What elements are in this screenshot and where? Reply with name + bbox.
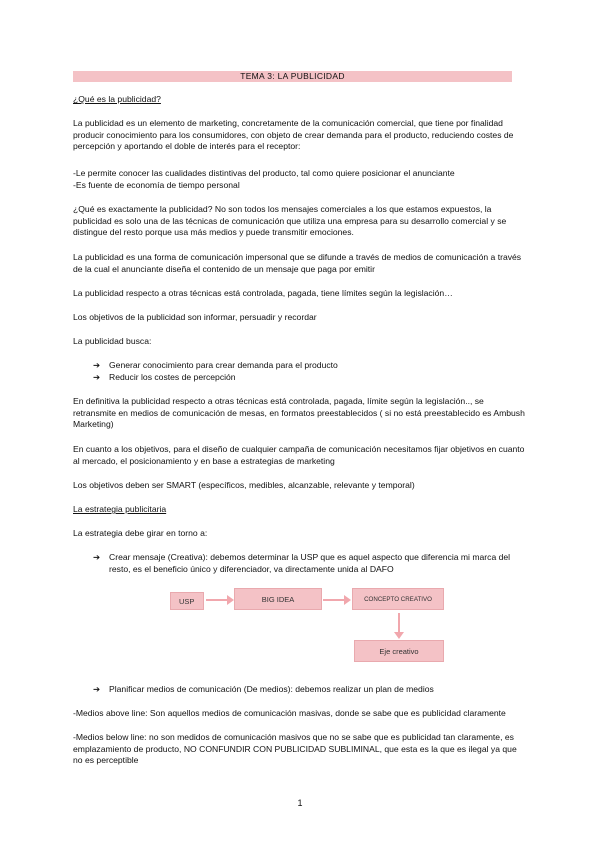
list-item-creativa: ➔ Crear mensaje (Creativa): debemos determinar la USP que es aquel aspecto que diferencia mi marca del resto, es el beneficio único y diferenciador, va directamente unida al DAFO [93,552,511,574]
paragraph-busca: La publicidad busca: [73,336,152,346]
paragraph-definitiva: En definitiva la publicidad respecto a otras técnicas está controlada, pagada, límite según la legislación.., se retransmite en medios de comunicación de mesas, en formatos preestablecidos ( si no está preestablecido es Ambush Marketing) [73,396,525,430]
paragraph-below-line: -Medios below line: no son medidos de comunicación masivos que no se sabe que es publicidad tan claramente, es emplazamiento de producto, NO CONFUNDIR CON PUBLICIDAD SUBLIMINAL, que esta es la que es ilegal ya que no es perceptible [73,732,517,766]
list-item: ➔ Reducir los costes de percepción [93,372,236,382]
paragraph-definition: La publicidad es un elemento de marketing, concretamente de la comunicación comercial, que tiene por finalidad producir conocimiento para los consumidores, con objeto de crear demanda para el producto, reduciendo costes de percepción y aportando el doble de interés para el receptor: [73,118,514,152]
arrow-right-icon [205,593,235,607]
diagram-box-concepto: CONCEPTO CREATIVO [352,588,444,610]
list-item: ➔ Generar conocimiento para crear demanda para el producto [93,360,338,370]
diagram-box-usp: USP [170,592,204,610]
paragraph-exactly: ¿Qué es exactamente la publicidad? No son todos los mensajes comerciales a los que estamos expuestos, la publicidad es solo una de las técnicas de comunicación que utiliza una empresa para su desarrollo comercial y se distingue del resto porque usa más medios y puede transmitir emociones. [73,204,507,238]
paragraph-smart: Los objetivos deben ser SMART (específicos, medibles, alcanzable, relevante y temporal) [73,480,415,490]
document-title: TEMA 3: LA PUBLICIDAD [73,71,512,82]
heading-estrategia: La estrategia publicitaria [73,504,167,514]
arrow-bullet-icon: ➔ [93,372,101,382]
arrow-bullet-icon: ➔ [93,684,101,694]
arrow-right-icon [322,593,352,607]
paragraph-objetivos-campana: En cuanto a los objetivos, para el diseño de cualquier campaña de comunicación necesitamos fijar objetivos en cuanto al mercado, el posicionamiento y en base a estrategias de marketing [73,444,525,466]
paragraph-benefit-2: -Es fuente de economía de tiempo personal [73,180,240,190]
paragraph-girar: La estrategia debe girar en torno a: [73,528,208,538]
diagram-box-big-idea: BIG IDEA [234,588,322,610]
arrow-bullet-icon: ➔ [93,552,101,562]
page-number: 1 [297,798,303,808]
list-item-medios: ➔ Planificar medios de comunicación (De medios): debemos realizar un plan de medios [93,684,434,694]
paragraph-impersonal: La publicidad es una forma de comunicación impersonal que se difunde a través de medios de comunicación a través de la cual el anunciante diseña el contenido de un mensaje que paga por emitir [73,252,522,274]
paragraph-objectives: Los objetivos de la publicidad son informar, persuadir y recordar [73,312,317,322]
paragraph-benefit-1: -Le permite conocer las cualidades distintivas del producto, tal como quiere posicionar el anunciante [73,168,455,178]
arrow-bullet-icon: ➔ [93,360,101,370]
arrow-down-icon [392,612,406,640]
paragraph-above-line: -Medios above line: Son aquellos medios de comunicación masivas, donde se sabe que es publicidad claramente [73,708,506,718]
paragraph-controlled: La publicidad respecto a otras técnicas está controlada, pagada, tiene límites según la legislación… [73,288,453,298]
diagram-box-eje: Eje creativo [354,640,444,662]
heading-que-es: ¿Qué es la publicidad? [73,94,161,104]
